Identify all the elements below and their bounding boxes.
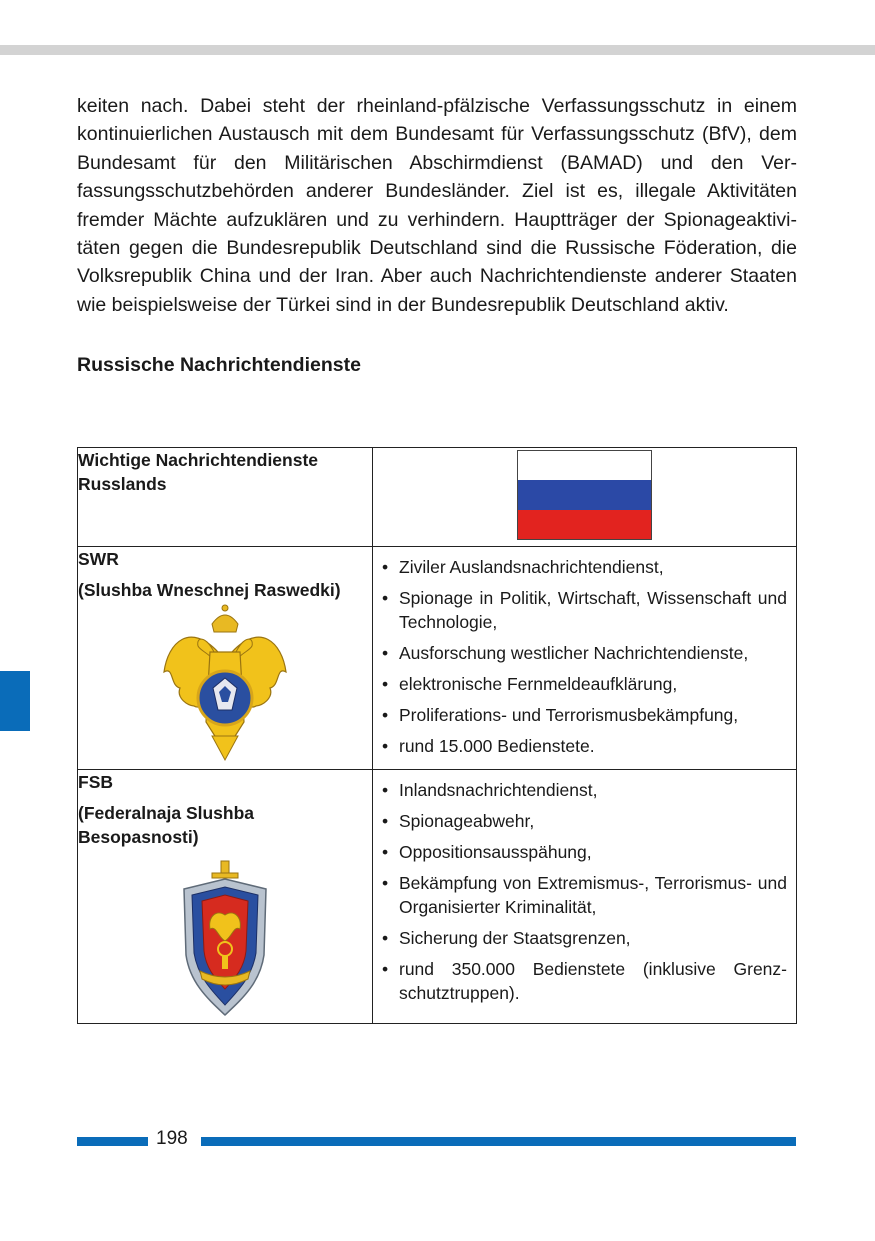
list-item: • rund 350.000 Bedienstete (inklusive Grenzschutztruppen). xyxy=(382,957,787,1005)
agency-table xyxy=(77,447,797,1024)
list-item: • Ziviler Auslandsnachrichtendienst, xyxy=(382,555,787,579)
section-heading: Russische Nachrichtendienste xyxy=(77,354,361,376)
list-item: • rund 15.000 Bedienstete. xyxy=(382,734,787,758)
swr-emblem-icon xyxy=(160,602,290,762)
chapter-side-tab xyxy=(0,671,30,731)
table-row xyxy=(78,770,797,1024)
russian-flag-icon xyxy=(517,450,652,540)
body-paragraph: keiten nach. Dabei steht der rheinland-pfälzische Verfassungsschutz in einem kontinuierlichen Austausch mit dem Bundesamt für Verfassungsschutz (BfV), dem Bundesamt für den Militärischen Abschirmdienst (BAMAD) und den Verfassungsschutzbehörden anderer Bundesländer. Ziel ist es, illegale Aktivitäten fremder Mächte aufzuklären und zu verhindern. Hauptträger der Spionageaktivitäten gegen die Bundesrepublik Deutschland sind die Russische Föderation, die Volksrepublik China und der Iran. Aber auch Nachrichtendienste anderer Staaten wie beispielsweise der Türkei sind in der Bundesrepublik Deutschland aktiv. xyxy=(77,95,797,316)
agency-code: FSB xyxy=(78,772,113,792)
list-item: • Spionage in Politik, Wirtschaft, Wissenschaft und Technologie, xyxy=(382,586,787,634)
list-item: • Proliferations- und Terrorismusbekämpfung, xyxy=(382,703,787,727)
agency-code: SWR xyxy=(78,549,119,569)
emblem-wrap xyxy=(78,602,372,768)
fsb-emblem-icon xyxy=(180,859,270,1017)
table-header-label: Wichtige Nachrichtendienste Russlands xyxy=(78,448,373,547)
flag-stripe-red xyxy=(518,510,651,539)
flag-stripe-blue xyxy=(518,480,651,509)
flag-stripe-white xyxy=(518,451,651,480)
agency-tasks-cell xyxy=(373,770,797,1024)
list-item: • Spionageabwehr, xyxy=(382,809,787,833)
list-item: • Ausforschung westlicher Nachrichtendienste, xyxy=(382,641,787,665)
swr-task-list xyxy=(373,547,796,766)
list-item: • Inlandsnachrichtendienst, xyxy=(382,778,787,802)
agency-tasks-cell xyxy=(373,547,797,770)
table-row xyxy=(78,547,797,770)
flag-cell xyxy=(373,448,797,547)
top-rule xyxy=(0,45,875,55)
list-item: • Sicherung der Staatsgrenzen, xyxy=(382,926,787,950)
page-number: 198 xyxy=(156,1128,188,1149)
agency-full-name: (Slushba Wneschnej Raswedki) xyxy=(78,580,341,600)
agency-name-cell xyxy=(78,547,373,770)
list-item: • Bekämpfung von Extremismus-, Terrorismus- und Organisierter Kriminalität, xyxy=(382,871,787,919)
footer-bar-right xyxy=(201,1137,796,1146)
list-item: • elektronische Fernmeldeaufklärung, xyxy=(382,672,787,696)
table-header-row xyxy=(78,448,797,547)
agency-full-name: (Federalnaja Slushba Besopasnosti) xyxy=(78,803,255,847)
list-item: • Oppositionsausspähung, xyxy=(382,840,787,864)
agency-name-cell xyxy=(78,770,373,1024)
footer-bar-left xyxy=(77,1137,148,1146)
fsb-task-list xyxy=(373,770,796,1013)
emblem-wrap xyxy=(78,859,372,1023)
